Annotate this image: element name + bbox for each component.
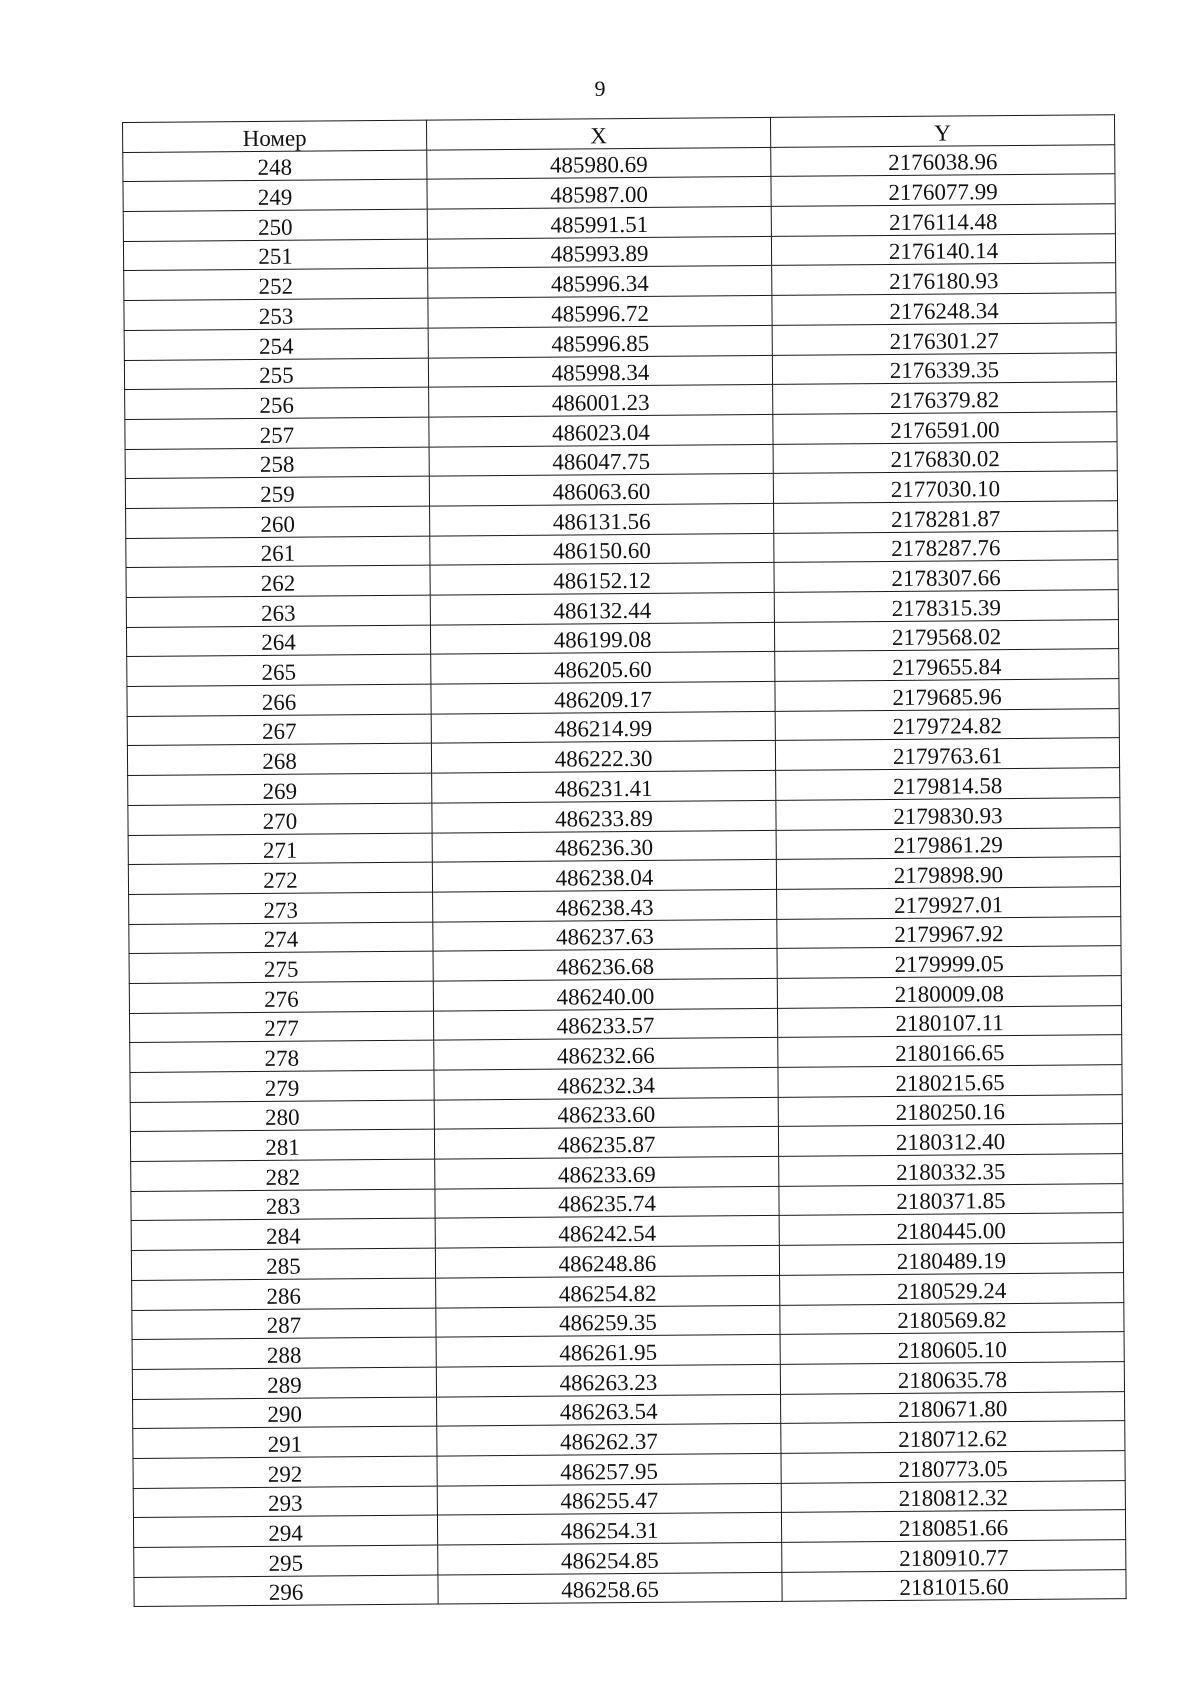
cell-number: 254 [124,328,428,360]
cell-x: 485993.89 [427,236,771,268]
cell-y: 2176379.82 [773,382,1117,414]
cell-x: 486233.60 [434,1097,778,1129]
cell-x: 486047.75 [429,444,773,476]
cell-x: 486232.34 [434,1067,778,1099]
cell-number: 264 [126,625,430,657]
cell-number: 288 [132,1337,436,1369]
cell-number: 277 [129,1011,433,1043]
cell-y: 2176077.99 [771,174,1115,206]
cell-x: 485996.34 [428,266,772,298]
cell-y: 2180250.16 [778,1094,1122,1126]
cell-number: 284 [131,1219,435,1251]
cell-y: 2180009.08 [777,976,1121,1008]
cell-x: 485998.34 [428,355,772,387]
cell-number: 280 [130,1100,434,1132]
cell-x: 486233.69 [435,1156,779,1188]
cell-number: 294 [133,1515,437,1547]
cell-x: 486214.99 [431,711,775,743]
header-number: Номер [123,120,427,152]
cell-number: 289 [132,1367,436,1399]
cell-y: 2176830.02 [773,441,1117,473]
cell-x: 485987.00 [427,177,771,209]
cell-y: 2176140.14 [771,233,1115,265]
cell-number: 296 [134,1575,438,1607]
cell-number: 281 [130,1129,434,1161]
cell-x: 486258.65 [438,1572,782,1604]
cell-number: 261 [126,536,430,568]
cell-number: 272 [128,862,432,894]
cell-y: 2179655.84 [775,649,1119,681]
cell-x: 486254.85 [438,1542,782,1574]
cell-number: 267 [127,714,431,746]
cell-number: 276 [129,981,433,1013]
cell-y: 2179830.93 [776,797,1120,829]
cell-number: 269 [128,773,432,805]
cell-number: 274 [129,922,433,954]
cell-y: 2179898.90 [776,857,1120,889]
cell-y: 2179861.29 [776,827,1120,859]
cell-number: 290 [133,1397,437,1429]
cell-y: 2180712.62 [781,1421,1125,1453]
cell-y: 2180851.66 [781,1510,1125,1542]
cell-y: 2180371.85 [779,1183,1123,1215]
cell-y: 2176038.96 [771,144,1115,176]
cell-y: 2180569.82 [780,1302,1124,1334]
cell-number: 278 [130,1040,434,1072]
cell-y: 2179927.01 [777,887,1121,919]
cell-x: 486254.31 [437,1513,781,1545]
cell-number: 263 [126,595,430,627]
cell-y: 2180166.65 [778,1035,1122,1067]
cell-x: 486240.00 [433,978,777,1010]
cell-y: 2176591.00 [773,412,1117,444]
cell-number: 275 [129,951,433,983]
cell-number: 287 [132,1308,436,1340]
cell-x: 485996.72 [428,296,772,328]
cell-number: 265 [127,654,431,686]
cell-x: 485980.69 [427,147,771,179]
cell-number: 257 [125,417,429,449]
cell-x: 486255.47 [437,1483,781,1515]
cell-x: 486131.56 [430,503,774,535]
cell-number: 249 [123,179,427,211]
cell-x: 486261.95 [436,1335,780,1367]
cell-number: 262 [126,565,430,597]
cell-y: 2180332.35 [779,1154,1123,1186]
cell-number: 260 [126,506,430,538]
cell-x: 486236.68 [433,949,777,981]
cell-y: 2180910.77 [782,1540,1126,1572]
cell-x: 486233.89 [432,800,776,832]
cell-x: 486235.87 [434,1127,778,1159]
cell-y: 2180489.19 [779,1243,1123,1275]
cell-number: 266 [127,684,431,716]
cell-x: 486023.04 [429,414,773,446]
cell-number: 250 [123,209,427,241]
coordinates-table [122,114,1127,1607]
cell-y: 2179814.58 [776,768,1120,800]
cell-number: 256 [125,387,429,419]
cell-number: 282 [131,1159,435,1191]
cell-y: 2180215.65 [778,1065,1122,1097]
cell-number: 253 [124,298,428,330]
cell-y: 2176248.34 [772,293,1116,325]
cell-number: 268 [127,744,431,776]
cell-y: 2178307.66 [774,560,1118,592]
cell-y: 2179568.02 [774,619,1118,651]
cell-number: 283 [131,1189,435,1221]
cell-number: 252 [124,269,428,301]
cell-x: 486242.54 [435,1216,779,1248]
cell-x: 486235.74 [435,1186,779,1218]
cell-y: 2180312.40 [778,1124,1122,1156]
cell-x: 486209.17 [431,681,775,713]
cell-number: 295 [134,1545,438,1577]
cell-x: 486152.12 [430,563,774,595]
cell-x: 486254.82 [436,1275,780,1307]
cell-y: 2179685.96 [775,679,1119,711]
cell-x: 486259.35 [436,1305,780,1337]
cell-x: 486257.95 [437,1453,781,1485]
cell-y: 2180107.11 [777,1005,1121,1037]
cell-number: 285 [131,1248,435,1280]
cell-y: 2180605.10 [780,1332,1124,1364]
cell-number: 291 [133,1426,437,1458]
cell-x: 486199.08 [430,622,774,654]
cell-x: 486233.57 [433,1008,777,1040]
cell-number: 279 [130,1070,434,1102]
cell-y: 2180671.80 [781,1391,1125,1423]
cell-y: 2179724.82 [775,708,1119,740]
cell-y: 2177030.10 [773,471,1117,503]
cell-y: 2180529.24 [780,1272,1124,1304]
cell-x: 486262.37 [437,1424,781,1456]
cell-x: 486248.86 [435,1245,779,1277]
header-x: X [426,117,770,149]
cell-y: 2181015.60 [782,1569,1126,1601]
cell-x: 486238.04 [432,860,776,892]
cell-number: 286 [132,1278,436,1310]
cell-x: 486236.30 [432,830,776,862]
cell-y: 2179967.92 [777,916,1121,948]
header-y: Y [770,115,1114,147]
cell-number: 293 [133,1486,437,1518]
cell-number: 251 [123,239,427,271]
page-number: 9 [594,76,606,101]
cell-y: 2180635.78 [780,1362,1124,1394]
cell-x: 486237.63 [433,919,777,951]
cell-x: 486263.54 [437,1394,781,1426]
cell-x: 486263.23 [436,1364,780,1396]
cell-y: 2180773.05 [781,1451,1125,1483]
cell-y: 2178315.39 [774,590,1118,622]
cell-x: 486205.60 [431,652,775,684]
cell-y: 2179763.61 [775,738,1119,770]
cell-y: 2178287.76 [774,530,1118,562]
cell-number: 259 [125,476,429,508]
cell-x: 486132.44 [430,592,774,624]
cell-x: 486063.60 [429,474,773,506]
cell-number: 292 [133,1456,437,1488]
cell-number: 248 [123,150,427,182]
coordinates-table-wrapper [122,114,1126,1607]
cell-y: 2176301.27 [772,323,1116,355]
cell-y: 2176339.35 [772,352,1116,384]
cell-y: 2178281.87 [774,501,1118,533]
cell-number: 270 [128,803,432,835]
table-body [123,144,1126,1606]
cell-number: 271 [128,833,432,865]
cell-x: 486001.23 [429,385,773,417]
cell-x: 486231.41 [432,771,776,803]
cell-y: 2180812.32 [781,1480,1125,1512]
cell-number: 273 [129,892,433,924]
cell-x: 485996.85 [428,325,772,357]
cell-number: 255 [124,358,428,390]
cell-number: 258 [125,447,429,479]
cell-x: 485991.51 [427,206,771,238]
cell-y: 2179999.05 [777,946,1121,978]
cell-y: 2176114.48 [771,204,1115,236]
cell-y: 2180445.00 [779,1213,1123,1245]
cell-x: 486232.66 [434,1038,778,1070]
cell-x: 486150.60 [430,533,774,565]
cell-y: 2176180.93 [772,263,1116,295]
cell-x: 486222.30 [431,741,775,773]
cell-x: 486238.43 [433,889,777,921]
